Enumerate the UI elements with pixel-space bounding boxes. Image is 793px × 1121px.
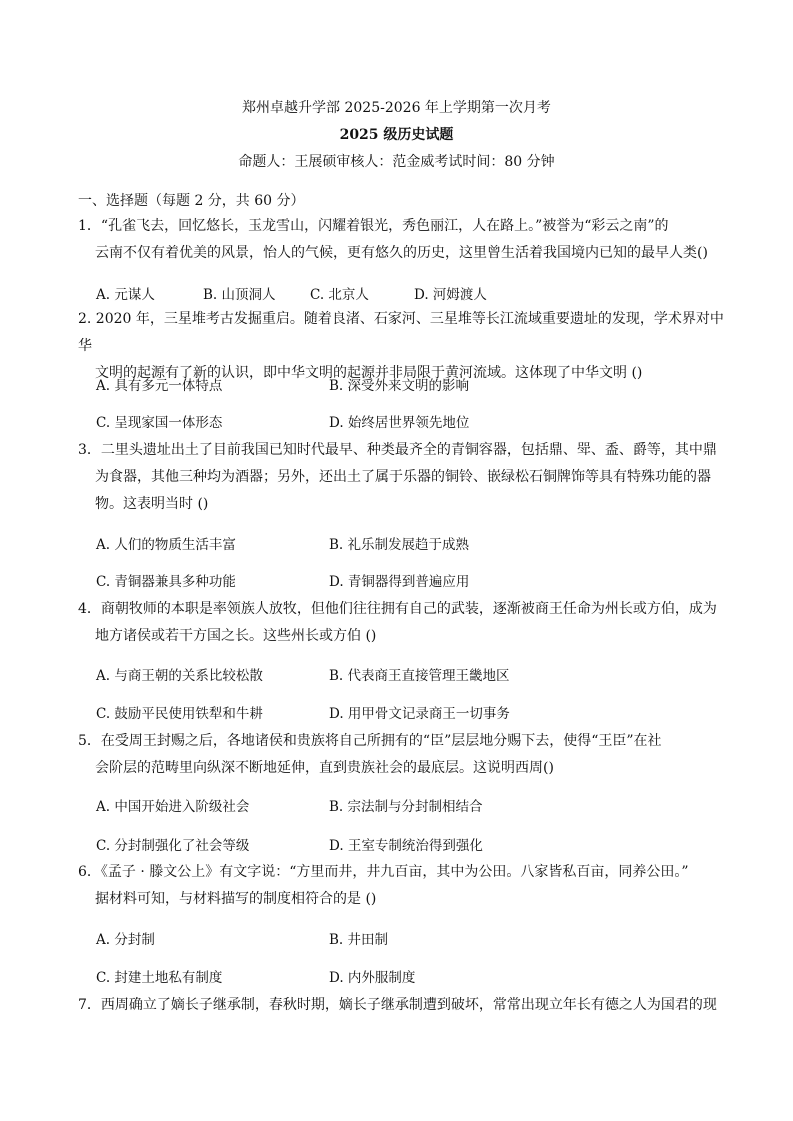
option-d[interactable]: D. 始终居世界领先地位	[329, 415, 470, 431]
option-b[interactable]: B. 代表商王直接管理王畿地区	[329, 668, 510, 684]
option-b[interactable]: B. 井田制	[329, 932, 389, 948]
question-4	[78, 596, 724, 650]
question-stem-line: 2. 2020 年，三星堆考古发掘重启。随着良渚、石家河、三星堆等长江流域重要遗址的发现，学术界对中华	[78, 311, 724, 354]
option-b[interactable]: B. 礼乐制发展趋于成熟	[329, 537, 470, 553]
question-stem-line: 4．商朝牧师的本职是率领族人放牧，但他们往往拥有自己的武装，逐渐被商王任命为州长或方伯，成为	[78, 601, 717, 617]
question-stem-line: 6．《孟子 · 滕文公上》有文字说：“方里而井，井九百亩，其中为公田。八家皆私百亩，同养公田。”	[78, 864, 689, 880]
question-stem-line: 文明的起源有了新的认识，即中华文明的起源并非局限于黄河流域。这体现了中华文明 ()	[95, 365, 643, 381]
option-d[interactable]: D. 内外服制度	[329, 970, 416, 986]
option-a[interactable]: A. 人们的物质生活丰富	[96, 537, 236, 553]
question-stem-line: 会阶层的范畴里向纵深不断地延伸，直到贵族社会的最底层。这说明西周()	[95, 760, 554, 776]
option-c[interactable]: C. 分封制强化了社会等级	[96, 838, 250, 854]
question-stem-line: 据材料可知，与材料描写的制度相符合的是 ()	[95, 891, 377, 907]
exam-info: 命题人：王展硕审核人：范金威考试时间：80 分钟	[238, 154, 555, 170]
option-d[interactable]: D. 王室专制统治得到强化	[329, 838, 483, 854]
question-stem-line: 3．二里头遗址出土了目前我国已知时代最早、种类最齐全的青铜容器，包括鼎、斝、盉、爵等，其中鼎	[78, 442, 717, 458]
option-b[interactable]: B. 深受外来文明的影响	[329, 378, 470, 394]
question-stem-line: 物。这表明当时 ()	[95, 496, 209, 512]
exam-subtitle: 2025 级历史试题	[339, 127, 454, 143]
option-c[interactable]: C. 封建土地私有制度	[96, 970, 223, 986]
question-1	[78, 213, 724, 267]
question-6	[78, 859, 724, 913]
option-a[interactable]: A. 分封制	[96, 932, 155, 948]
option-d[interactable]: D. 青铜器得到普遍应用	[329, 574, 470, 590]
question-stem-line: 云南不仅有着优美的风景，怡人的气候，更有悠久的历史，这里曾生活着我国境内已知的最早人类()	[95, 245, 708, 261]
question-stem-line: 为食器，其他三种均为酒器；另外，还出土了属于乐器的铜铃、嵌绿松石铜牌饰等具有特殊功能的器	[95, 469, 711, 485]
question-stem-line: 地方诸侯或若干方国之长。这些州长或方伯 ()	[95, 628, 377, 644]
option-d[interactable]: D. 河姆渡人	[414, 287, 487, 303]
section-title: 一、选择题（每题 2 分，共 60 分）	[78, 193, 305, 209]
question-7	[78, 992, 724, 1019]
option-a[interactable]: A. 中国开始进入阶级社会	[96, 799, 250, 815]
question-stem-line: 7．西周确立了嫡长子继承制，春秋时期，嫡长子继承制遭到破坏，常常出现立年长有德之人为国君的现	[78, 997, 717, 1013]
option-c[interactable]: C. 鼓励平民使用铁犁和牛耕	[96, 706, 263, 722]
option-d[interactable]: D. 用甲骨文记录商王一切事务	[329, 706, 510, 722]
option-c[interactable]: C. 呈现家国一体形态	[96, 415, 223, 431]
option-a[interactable]: A. 与商王朝的关系比较松散	[96, 668, 263, 684]
option-b[interactable]: B. 宗法制与分封制相结合	[329, 799, 483, 815]
exam-title: 郑州卓越升学部 2025-2026 年上学期第一次月考	[242, 100, 551, 116]
option-c[interactable]: C. 青铜器兼具多种功能	[96, 574, 236, 590]
option-b[interactable]: B. 山顶洞人	[203, 287, 276, 303]
question-stem-line: 1．“孔雀飞去，回忆悠长，玉龙雪山，闪耀着银光，秀色丽江，人在路上。”被誉为“彩云之南”的	[78, 218, 669, 234]
option-a[interactable]: A. 具有多元一体特点	[96, 378, 223, 394]
question-3	[78, 437, 724, 518]
option-a[interactable]: A. 元谋人	[96, 287, 155, 303]
option-c[interactable]: C. 北京人	[310, 287, 369, 303]
question-stem-line: 5．在受周王封赐之后，各地诸侯和贵族将自己所拥有的“臣”层层地分赐下去，使得“王臣”在社	[78, 733, 662, 749]
question-5	[78, 728, 724, 782]
